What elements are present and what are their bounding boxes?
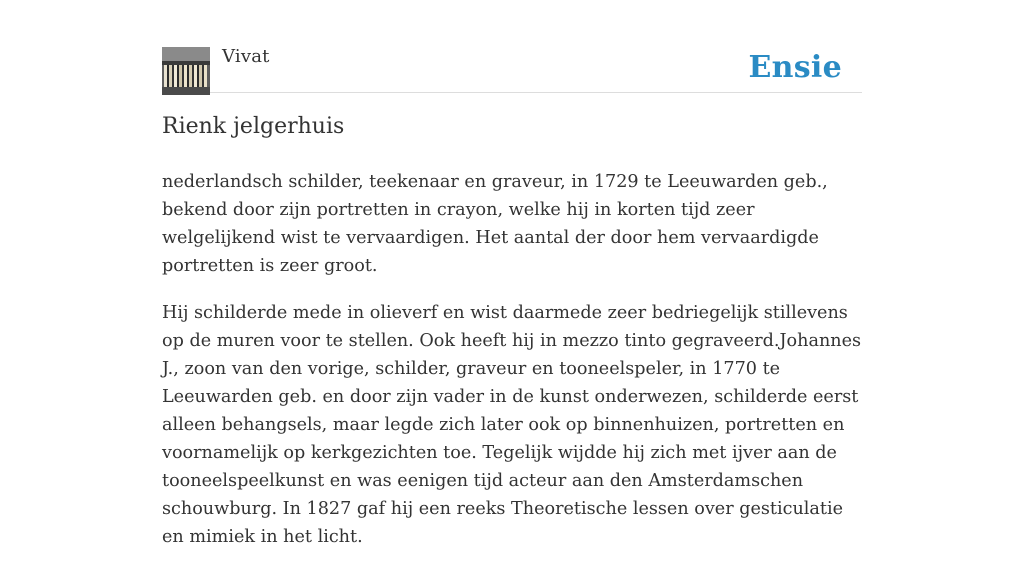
brand-logo[interactable]: Ensie bbox=[748, 50, 842, 85]
books-avatar-icon bbox=[162, 47, 210, 95]
article-paragraph: Hij schilderde mede in olieverf en wist daarmede zeer bedriegelijk stillevens op de muren voor te stellen. Ook heeft hij in mezzo tinto gegraveerd.Johannes J., zoon van den vorige, schilder, graveur en tooneelspeler, in 1770 te Leeuwarden geb. en door zijn vader in de kunst onderwezen, schilderde eerst alleen behangsels, maar legde zich later ook op binnenhuizen, portretten en voornamelijk op kerkgezichten toe. Tegelijk wijdde hij zich met ijver aan de tooneelspeelkunst en was eenigen tijd acteur aan den Amsterdamschen schouwburg. In 1827 gaf hij een reeks Theoretische lessen over gesticulatie en mimiek in het licht. bbox=[162, 303, 862, 547]
article-title: Rienk jelgerhuis bbox=[162, 114, 345, 139]
article-body bbox=[162, 168, 862, 570]
author-avatar[interactable] bbox=[162, 47, 210, 95]
header bbox=[162, 46, 862, 93]
author-name[interactable]: Vivat bbox=[222, 46, 270, 67]
article-paragraph: nederlandsch schilder, teekenaar en graveur, in 1729 te Leeuwarden geb., bekend door zijn portretten in crayon, welke hij in korten tijd zeer welgelijkend wist te vervaardigen. Het aantal der door hem vervaardigde portretten is zeer groot. bbox=[162, 172, 828, 276]
